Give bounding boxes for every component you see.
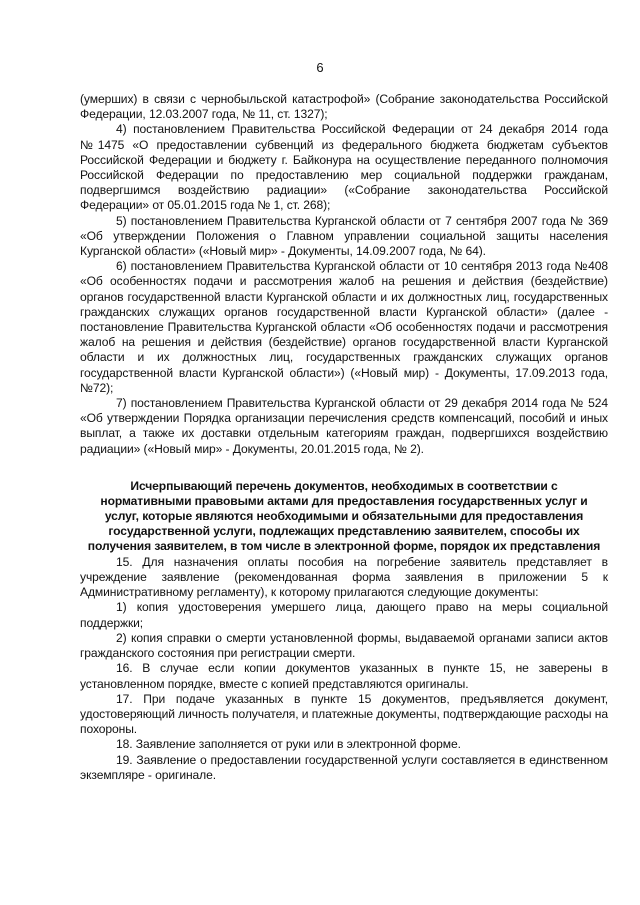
document-body [80,92,608,783]
paragraph: 2) копия справки о смерти установленной формы, выдаваемой органами записи актов гражданского состояния при регистрации смерти. [80,630,608,661]
paragraph: 4) постановлением Правительства Российской Федерации от 24 декабря 2014 года №1475 «О предоставлении субвенций из федерального бюджета бюджетам субъектов Российской Федерации и бюджету г. Байконура на осуществление переданного полномочия Российской Федерации по предоставлению мер социальной поддержки гражданам, подвергшимся воздействию радиации» («Собрание законодательства Российской Федерации» от 05.01.2015 года № 1, ст. 268); [80,122,608,213]
paragraph: 6) постановлением Правительства Курганской области от 10 сентября 2013 года №408 «Об особенностях подачи и рассмотрения жалоб на решения и действия (бездействие) органов государственной власти Курганской области и их должностных лиц, государственных гражданских служащих органов государственной власти Курганской области» (далее - постановление Правительства Курганской области «Об особенностях подачи и рассмотрения жалоб на решения и действия (бездействие) органов государственной власти Курганской области и их должностных лиц, государственных гражданских служащих органов государственной власти Курганской области») («Новый мир) - Документы, 17.09.2013 года, №72); [80,259,608,395]
paragraph: 5) постановлением Правительства Курганской области от 7 сентября 2007 года № 369 «Об утверждении Положения о Главном управлении социальной защиты населения Курганской области» («Новый мир» - Документы, 14.09.2007 года, № 64). [80,213,608,259]
paragraph: 19. Заявление о предоставлении государственной услуги составляется в единственном экземпляре - оригинале. [80,752,608,782]
paragraph: 7) постановлением Правительства Курганской области от 29 декабря 2014 года № 524 «Об утверждении Порядка организации перечисления средств компенсаций, пособий и иных выплат, а также их доставки отдельным категориям граждан, подвергшихся воздействию радиации» («Новый мир» - Документы, 20.01.2015 года, № 2). [80,396,608,456]
paragraph: 16. В случае если копии документов указанных в пункте 15, не заверены в установленном порядке, вместе с копией представляются оригиналы. [80,661,608,691]
section-heading: Исчерпывающий перечень документов, необходимых в соответствии с нормативными правовыми актами для предоставления государственных услуг и услуг, которые являются необходимыми и обязательными для предоставления государственной услуги, подлежащих представлению заявителем, способы их получения заявителем, в том числе в электронной форме, порядок их представления [87,478,601,553]
paragraph: 18. Заявление заполняется от руки или в электронной форме. [116,737,461,752]
paragraph: 15. Для назначения оплаты пособия на погребение заявитель представляет в учреждение заявление (рекомендованная форма заявления в приложении 5 к Административному регламенту), к которому прилагаются следующие документы: [80,554,608,600]
paragraph: (умерших) в связи с чернобыльской катастрофой» (Собрание законодательства Российской Федерации, 12.03.2007 года, № 11, ст. 1327); [80,92,608,122]
paragraph: 17. При подаче указанных в пункте 15 документов, предъявляется документ, удостоверяющий личность получателя, и платежные документы, подтверждающие расходы на похороны. [80,691,608,737]
page-number: 6 [316,60,324,75]
paragraph: 1) копия удостоверения умершего лица, дающего право на меры социальной поддержки; [80,600,608,630]
